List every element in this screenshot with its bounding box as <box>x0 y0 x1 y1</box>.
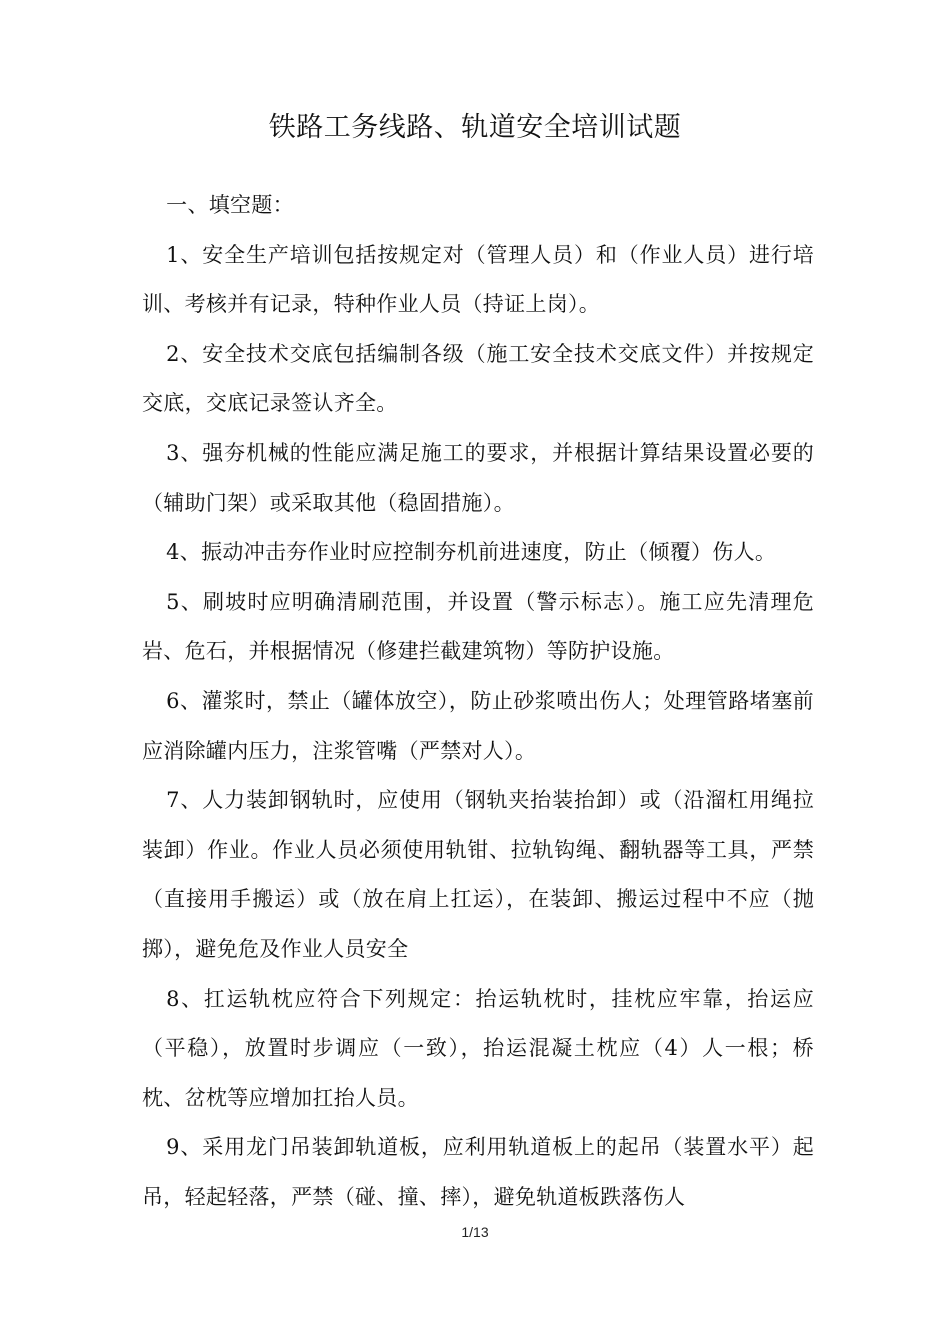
page-number: 1/13 <box>461 1224 489 1240</box>
question-item-1: 1、安全生产培训包括按规定对（管理人员）和（作业人员）进行培训、考核并有记录，特种作业人员（持证上岗）。 <box>142 242 814 317</box>
question-item-7: 7、人力装卸钢轨时，应使用（钢轨夹抬装抬卸）或（沿溜杠用绳拉装卸）作业。作业人员必须使用轨钳、拉轨钩绳、翻轨器等工具，严禁（直接用手搬运）或（放在肩上扛运），在装卸、搬运过程中不应（抛掷），避免危及作业人员安全 <box>142 788 814 961</box>
section-heading: 一、填空题： <box>166 193 294 217</box>
question-item-6: 6、灌浆时，禁止（罐体放空），防止砂浆喷出伤人；处理管路堵塞前应消除罐内压力，注浆管嘴（严禁对人）。 <box>142 688 814 763</box>
document-body <box>142 181 814 1222</box>
question-item-5: 5、刷坡时应明确清刷范围，并设置（警示标志）。施工应先清理危岩、危石，并根据情况（修建拦截建筑物）等防护设施。 <box>142 589 814 664</box>
question-item-9: 9、采用龙门吊装卸轨道板，应利用轨道板上的起吊（装置水平）起吊，轻起轻落，严禁（碰、撞、摔），避免轨道板跌落伤人 <box>142 1135 814 1209</box>
question-item-3: 3、强夯机械的性能应满足施工的要求，并根据计算结果设置必要的（辅助门架）或采取其他（稳固措施）。 <box>142 440 814 515</box>
question-item-8: 8、扛运轨枕应符合下列规定：抬运轨枕时，挂枕应牢靠，抬运应（平稳），放置时步调应（一致），抬运混凝土枕应（4）人一根；桥枕、岔枕等应增加扛抬人员。 <box>142 986 814 1110</box>
question-item-2: 2、安全技术交底包括编制各级（施工安全技术交底文件）并按规定交底，交底记录签认齐全。 <box>142 341 814 416</box>
question-item-4: 4、振动冲击夯作业时应控制夯机前进速度，防止（倾覆）伤人。 <box>166 540 777 565</box>
document-title: 铁路工务线路、轨道安全培训试题 <box>268 112 682 143</box>
